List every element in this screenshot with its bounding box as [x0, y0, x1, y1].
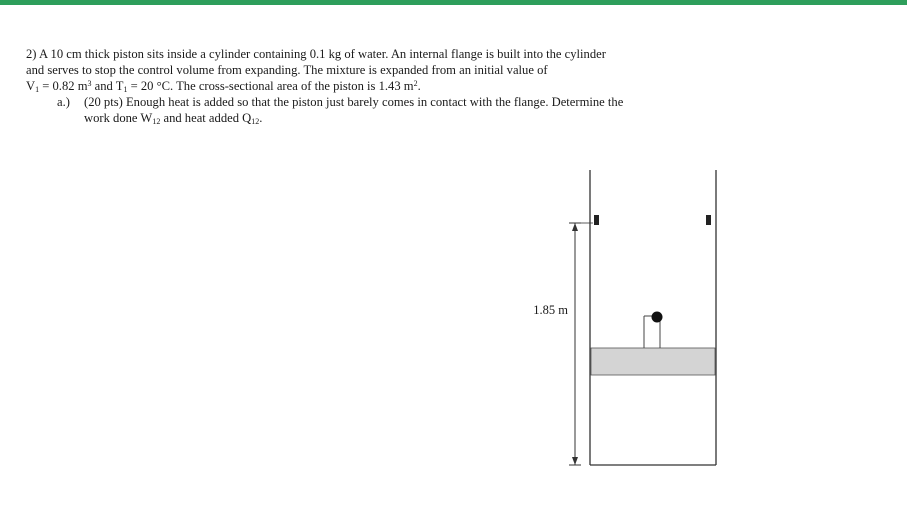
- piston: [591, 348, 715, 375]
- volume-symbol: V: [26, 79, 36, 93]
- and-word: and: [91, 79, 116, 93]
- work-subscript: 12: [152, 117, 161, 126]
- part-a-text-2: work done W: [84, 111, 153, 125]
- temperature-subscript: 1: [123, 85, 128, 94]
- dimension-arrow-bottom: [572, 457, 578, 465]
- part-a-text-4: .: [259, 111, 263, 125]
- temperature-value: = 20 °C. The cross-sectional area of the piston is 1.43 m: [127, 79, 414, 93]
- flange-right: [706, 215, 711, 225]
- volume-exponent: 3: [87, 79, 92, 88]
- part-a-text-3: and heat added Q: [160, 111, 252, 125]
- flange-left: [594, 215, 599, 225]
- dimension-label: 1.85 m: [533, 303, 568, 317]
- volume-value: = 0.82 m: [39, 79, 88, 93]
- line-3-end: .: [417, 79, 421, 93]
- temperature-symbol: T: [115, 79, 124, 93]
- intro-line-1: A 10 cm thick piston sits inside a cylinder containing 0.1 kg of water. An internal flange is built into the cylinder: [38, 47, 606, 61]
- dimension-arrow-top: [572, 223, 578, 231]
- weight-ball: [652, 312, 663, 323]
- area-exponent: 2: [413, 79, 418, 88]
- part-a-text: (20 pts) Enough heat is added so that the piston just barely comes in contact with the flange. Determine the: [84, 95, 624, 109]
- volume-subscript: 1: [35, 85, 40, 94]
- part-a-marker: a.): [57, 95, 70, 109]
- problem-number: 2): [26, 47, 37, 61]
- heat-subscript: 12: [251, 117, 260, 126]
- weight-icon: [644, 312, 663, 349]
- intro-line-2: and serves to stop the control volume from expanding. The mixture is expanded from an initial value of: [26, 63, 548, 77]
